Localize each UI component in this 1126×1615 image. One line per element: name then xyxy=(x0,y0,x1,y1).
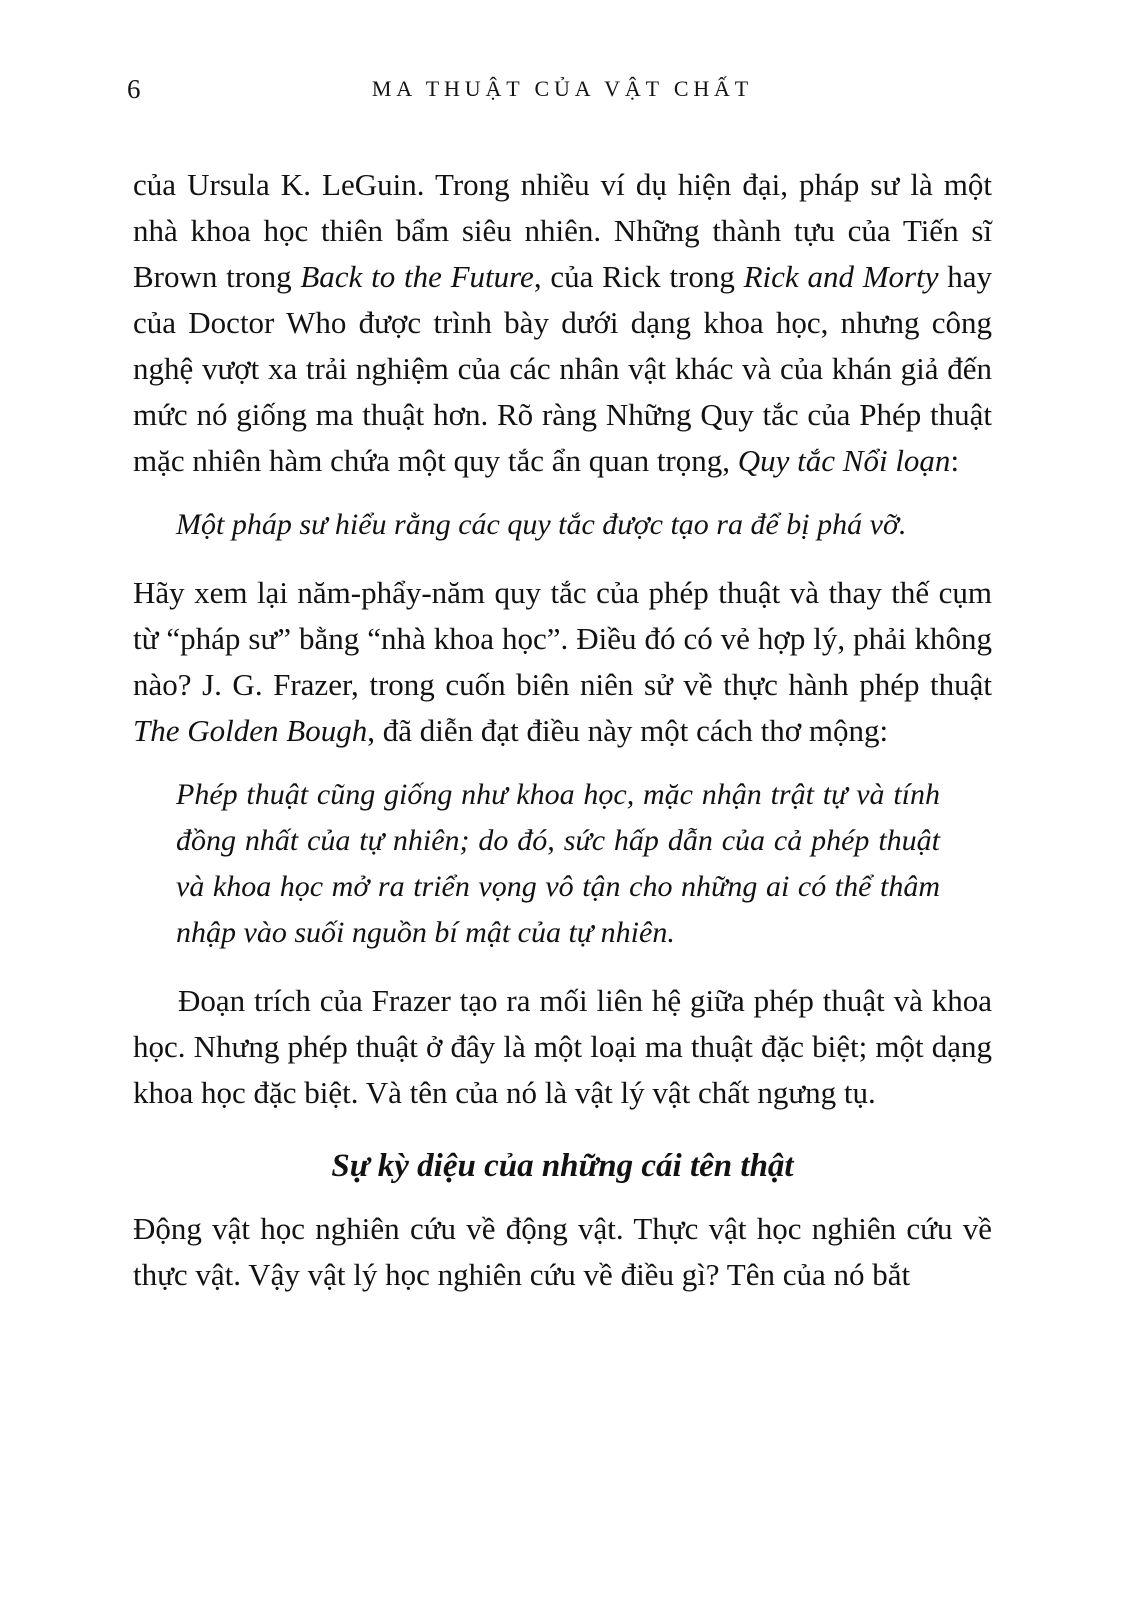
paragraph-true-names xyxy=(133,1206,992,1298)
text-segment: Động vật học nghiên cứu về động vật. Thực vật học nghiên cứu về thực vật. Vậy vật lý học nghiên cứu về điều gì? Tên của nó bắt xyxy=(133,1211,992,1292)
text-segment: , của Rick trong xyxy=(533,259,744,294)
italic-text-segment: Phép thuật cũng giống như khoa học, mặc nhận trật tự và tính đồng nhất của tự nhiên; do đó, sức hấp dẫn của cả phép thuật và khoa học mở ra triển vọng vô tận cho những ai có thể thâm nhập vào suối nguồn bí mật của tự nhiên. xyxy=(176,778,940,949)
italic-text-segment: Rick and Morty xyxy=(743,259,939,294)
blockquote-rule-of-rebellion xyxy=(176,502,940,548)
text-segment: của Ursula K. LeGuin. Trong nhiều ví dụ hiện đại, pháp sư là một nhà khoa học thiên bẩm siêu nhiên. Những thành tựu của Tiến sĩ Brown trong xyxy=(133,167,992,294)
paragraph-frazer-intro xyxy=(133,570,992,754)
blockquote-golden-bough xyxy=(176,772,940,956)
italic-text-segment: Sự kỳ diệu của những cái tên thật xyxy=(331,1148,794,1184)
italic-text-segment: The Golden Bough xyxy=(133,713,368,748)
text-segment: hay của Doctor Who được trình bày dưới dạng khoa học, nhưng công nghệ vượt xa trải nghiệm của các nhân vật khác và của khán giả đến mức nó giống ma thuật hơn. Rõ ràng Những Quy tắc của Phép thuật mặc nhiên hàm chứa một quy tắc ẩn quan trọng, xyxy=(133,259,993,478)
italic-text-segment: Back to the Future xyxy=(300,259,534,294)
text-segment: : xyxy=(950,443,960,478)
page-body xyxy=(133,162,992,1298)
text-segment: Đoạn trích của Frazer tạo ra mối liên hệ giữa phép thuật và khoa học. Nhưng phép thuật ở đây là một loại ma thuật đặc biệt; một dạng khoa học đặc biệt. Và tên của nó là vật lý vật chất ngưng tụ. xyxy=(133,983,992,1110)
italic-text-segment: Quy tắc Nổi loạn xyxy=(737,443,951,478)
paragraph-frazer-link xyxy=(133,978,992,1116)
text-segment: , đã diễn đạt điều này một cách thơ mộng: xyxy=(367,713,889,748)
section-heading xyxy=(133,1144,992,1188)
text-segment: Hãy xem lại năm-phẩy-năm quy tắc của phép thuật và thay thế cụm từ “pháp sư” bằng “nhà khoa học”. Điều đó có vẻ hợp lý, phải không nào? J. G. Frazer, trong cuốn biên niên sử về thực hành phép thuật xyxy=(133,575,992,702)
page-header xyxy=(127,72,992,106)
running-header-title: MA THUẬT CỦA VẬT CHẤT xyxy=(371,76,754,101)
page-number: 6 xyxy=(127,74,141,104)
italic-text-segment: Một pháp sư hiểu rằng các quy tắc được tạo ra để bị phá vỡ. xyxy=(176,508,907,541)
paragraph-continuation xyxy=(133,162,992,484)
